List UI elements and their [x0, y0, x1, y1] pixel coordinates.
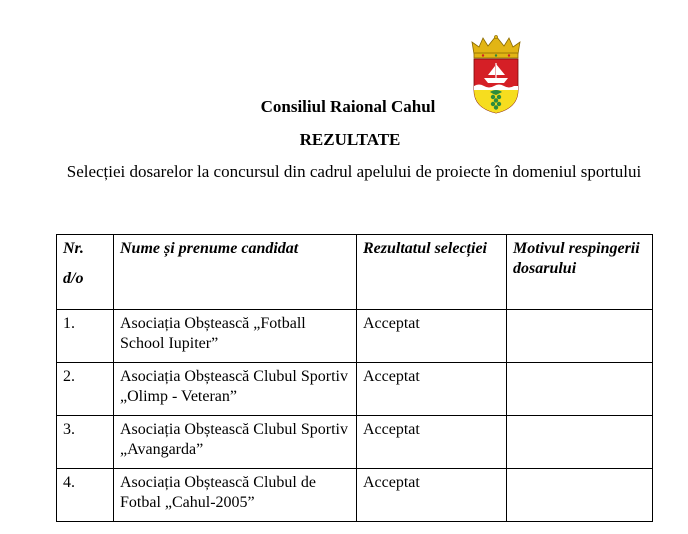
column-header-name: Nume și prenume candidat [114, 235, 357, 310]
rejection-reason [507, 310, 653, 363]
row-number: 2. [57, 363, 114, 416]
selection-result: Acceptat [357, 469, 507, 522]
selection-result: Acceptat [357, 416, 507, 469]
column-header-number-line2: d/o [63, 270, 84, 287]
column-header-reason: Motivul respingerii dosarului [507, 235, 653, 310]
selection-result: Acceptat [357, 310, 507, 363]
rejection-reason [507, 469, 653, 522]
rejection-reason [507, 416, 653, 469]
table-row [57, 363, 653, 416]
table-row [57, 416, 653, 469]
candidate-name: Asociația Obștească Clubul Sportiv „Avangarda” [114, 416, 357, 469]
council-title: Consiliul Raional Cahul [260, 97, 436, 116]
row-number: 1. [57, 310, 114, 363]
column-header-number [57, 235, 114, 310]
candidate-name: Asociația Obștească „Fotball School Iupiter” [114, 310, 357, 363]
document-title: REZULTATE [299, 130, 401, 149]
results-table [56, 234, 653, 522]
selection-result: Acceptat [357, 363, 507, 416]
crown-icon [472, 35, 520, 58]
candidate-name: Asociația Obștească Clubul de Fotbal „Cahul-2005” [114, 469, 357, 522]
rejection-reason [507, 363, 653, 416]
column-header-result: Rezultatul selecției [357, 235, 507, 310]
table-header-row [57, 235, 653, 310]
candidate-name: Asociația Obștească Clubul Sportiv „Olimp - Veteran” [114, 363, 357, 416]
row-number: 3. [57, 416, 114, 469]
table-row [57, 469, 653, 522]
column-header-number-line1: Nr. [63, 240, 84, 257]
document-subtitle: Selecției dosarelor la concursul din cadrul apelului de proiecte în domeniul sportului [66, 162, 642, 181]
row-number: 4. [57, 469, 114, 522]
table-row [57, 310, 653, 363]
